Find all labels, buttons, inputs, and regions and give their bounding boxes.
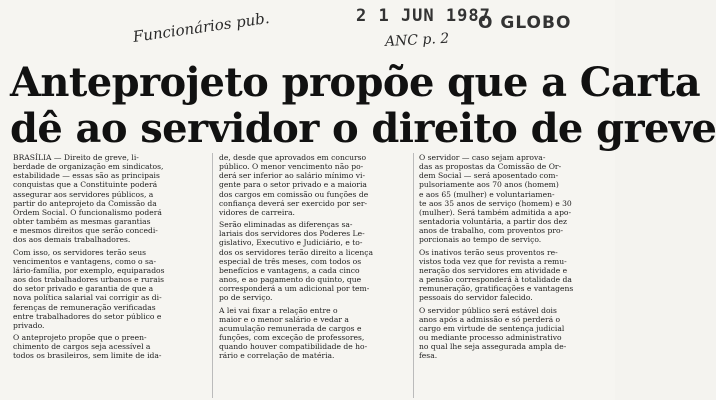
body-text-line: ou mediante processo administrativo — [419, 332, 562, 342]
newspaper-source-stamp: O GLOBO — [478, 13, 572, 33]
body-text-line: berdade de organização em sindicatos, — [13, 162, 164, 172]
body-text-line: pulsoriamente aos 70 anos (homem) — [419, 180, 559, 190]
headline-line-1: Anteprojeto propõe que a Carta — [10, 59, 701, 106]
body-text-line: sentadoria voluntária, a partir dos dez — [419, 217, 567, 227]
body-text-line: conquistas que a Constituinte poderá — [13, 180, 158, 190]
body-text-line: rário e correlação de matéria. — [219, 351, 335, 361]
body-text-line: Serão eliminadas as diferenças sa- — [219, 220, 353, 230]
body-text-line: dos cargos em comissão ou funções de — [219, 189, 369, 199]
body-text-line: partir do anteprojeto da Comissão da — [13, 198, 157, 208]
body-text-line: entre trabalhadores do setor público e — [13, 311, 162, 321]
body-text-line: anos, e ao pagamento do quinto, que — [219, 275, 362, 285]
body-text-line: benefícios e vantagens, a cada cinco — [219, 265, 360, 275]
body-text-line: neração dos servidores em atividade e — [419, 265, 568, 275]
article-headline — [10, 59, 716, 152]
body-text-line: a pensão corresponderá à totalidade da — [419, 275, 572, 285]
body-text-line: público. O menor vencimento não po- — [219, 162, 364, 172]
body-text-line: remuneração, gratificações e vantagens — [419, 284, 574, 294]
body-text-line: no qual lhe seja assegurada ampla de- — [419, 342, 567, 352]
body-text-line: todos os brasileiros, sem limite de ida- — [13, 351, 162, 361]
body-text-line: vencimentos e vantagens, como o sa- — [13, 256, 157, 266]
body-text-line: nova política salarial vai corrigir as di- — [13, 293, 162, 303]
body-text-line: e mesmos direitos que serão concedi- — [13, 226, 158, 236]
body-text-line: chimento de cargos seja acessível a — [13, 342, 151, 352]
body-text-line: especial de três meses, com todos os — [219, 256, 362, 266]
column-divider — [212, 153, 213, 398]
body-text-line: acumulação remunerada de cargos e — [219, 323, 362, 333]
body-text-line: estabilidade — essas são as principais — [13, 171, 160, 181]
body-text-line: funções, com exceção de professores, — [219, 332, 365, 342]
body-text-line: corresponderá a um adicional por tem- — [219, 284, 370, 294]
date-stamp: 2 1 JUN 1987 — [356, 6, 491, 26]
body-text-line: porcionais ao tempo de serviço. — [419, 235, 542, 245]
handwritten-note-reference: ANC p. 2 — [384, 30, 450, 50]
body-text-line: de, desde que aprovados em concurso — [219, 153, 367, 162]
body-text-line: lariais dos servidores dos Poderes Le- — [219, 229, 365, 239]
article-body — [13, 153, 605, 398]
body-text-line: obter também as mesmas garantias — [13, 217, 151, 227]
body-text-line: BRASÍLIA — Direito de greve, li- — [13, 153, 139, 162]
body-text-line: confiança deverá ser exercido por ser- — [219, 198, 368, 208]
body-text-line: quando houver compatibilidade de ho- — [219, 342, 368, 352]
body-text-line: gente para o setor privado e a maioria — [219, 180, 367, 190]
body-text-line: anos de trabalho, com proventos pro- — [419, 226, 564, 236]
body-column-2 — [219, 153, 409, 398]
column-divider — [413, 153, 414, 398]
body-text-line: O servidor público será estável dois — [419, 305, 557, 315]
body-text-line: assegurar aos servidores públicos, a — [13, 189, 154, 199]
body-text-line: A lei vai fixar a relação entre o — [219, 305, 338, 315]
body-text-line: dos aos demais trabalhadores. — [13, 235, 131, 245]
body-text-line: do setor privado e garantia de que a — [13, 284, 154, 294]
body-text-line: O servidor — caso sejam aprova- — [419, 153, 546, 162]
body-text-line: po de serviço. — [219, 293, 273, 303]
body-text-line: fesa. — [419, 351, 438, 361]
body-text-line: Com isso, os servidores terão seus — [13, 247, 146, 257]
body-column-1 — [13, 153, 203, 398]
body-text-line: dos os servidores terão direito a licença — [219, 247, 374, 257]
body-text-line: maior e o menor salário e vedar a — [219, 314, 349, 324]
body-text-line: anos após a admissão e só perderá o — [419, 314, 561, 324]
body-column-3 — [419, 153, 609, 398]
headline-line-2: dê ao servidor o direito de greve — [10, 105, 716, 152]
body-text-line: te aos 35 anos de serviço (homem) e 30 — [419, 198, 572, 208]
body-text-line: vistos toda vez que for revista a remu- — [419, 256, 567, 266]
body-text-line: pessoais do servidor falecido. — [419, 293, 533, 303]
body-text-line: Os inativos terão seus proventos re- — [419, 247, 558, 257]
handwritten-note-category: Funcionários pub. — [131, 8, 271, 46]
body-text-line: e aos 65 (mulher) e voluntariamen- — [419, 189, 555, 199]
body-text-line: das as propostas da Comissão de Or- — [419, 162, 562, 172]
body-text-line: gislativo, Executivo e Judiciário, e to- — [219, 238, 363, 248]
body-text-line: O anteprojeto propõe que o preen- — [13, 332, 147, 342]
body-text-line: ferenças de remuneração verificadas — [13, 302, 156, 312]
body-text-line: cargo em virtude de sentença judicial — [419, 323, 565, 333]
body-text-line: privado. — [13, 320, 45, 330]
body-text-line: derá ser inferior ao salário mínimo vi- — [219, 171, 366, 181]
body-text-line: lário-família, por exemplo, equiparados — [13, 265, 165, 275]
body-text-line: dem Social — será aposentado com- — [419, 171, 559, 181]
body-text-line: (mulher). Será também admitida a apo- — [419, 207, 572, 217]
body-text-line: vidores de carreira. — [219, 207, 295, 217]
body-text-line: aos dos trabalhadores urbanos e rurais — [13, 275, 165, 285]
body-text-line: Ordem Social. O funcionalismo poderá — [13, 207, 162, 217]
